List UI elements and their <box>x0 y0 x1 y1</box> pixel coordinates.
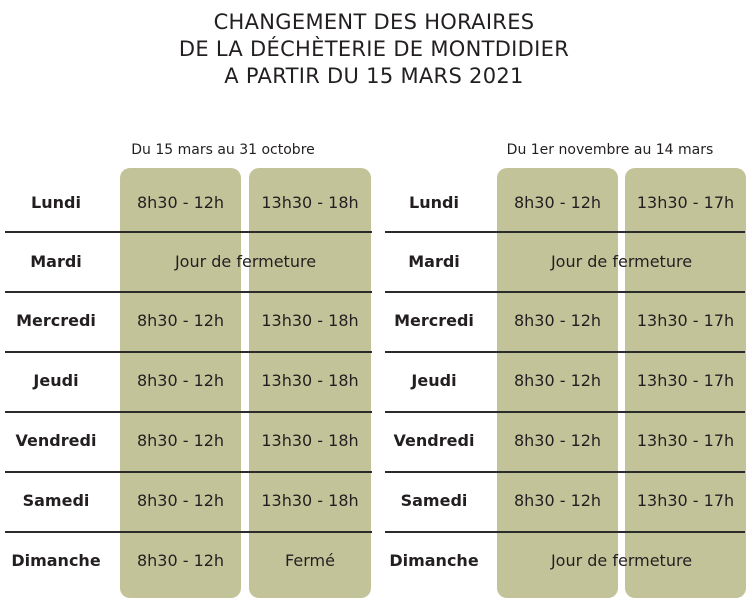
winter-period-label: Du 1er novembre au 14 mars <box>506 142 714 158</box>
summer-day-label: Jeudi <box>33 371 79 390</box>
winter-morning-hours: 8h30 - 12h <box>513 431 602 450</box>
summer-row-divider <box>5 231 372 233</box>
summer-row-divider <box>5 411 372 413</box>
summer-day-label: Lundi <box>31 193 81 212</box>
winter-day-label: Samedi <box>400 491 468 510</box>
winter-day-label: Mercredi <box>394 311 474 330</box>
summer-morning-hours: 8h30 - 12h <box>136 311 225 330</box>
summer-morning-hours: 8h30 - 12h <box>136 491 225 510</box>
winter-afternoon-hours: 13h30 - 17h <box>636 311 735 330</box>
winter-row-divider <box>385 411 745 413</box>
winter-row-divider <box>385 471 745 473</box>
winter-closed-cell: Jour de fermeture <box>550 252 693 271</box>
summer-row-divider <box>5 531 372 533</box>
winter-morning-hours: 8h30 - 12h <box>513 311 602 330</box>
winter-afternoon-hours: 13h30 - 17h <box>636 431 735 450</box>
summer-morning-hours: 8h30 - 12h <box>136 371 225 390</box>
winter-day-label: Jeudi <box>411 371 457 390</box>
summer-afternoon-hours: 13h30 - 18h <box>261 193 359 212</box>
winter-afternoon-hours: 13h30 - 17h <box>636 193 735 212</box>
summer-afternoon-hours: Fermé <box>285 551 335 570</box>
winter-closed-cell: Jour de fermeture <box>550 551 693 570</box>
winter-day-label: Vendredi <box>393 431 475 450</box>
summer-afternoon-hours: 13h30 - 18h <box>261 491 359 510</box>
winter-afternoon-hours: 13h30 - 17h <box>636 491 735 510</box>
winter-morning-hours: 8h30 - 12h <box>513 491 602 510</box>
summer-afternoon-hours: 13h30 - 18h <box>261 431 359 450</box>
summer-afternoon-hours: 13h30 - 18h <box>261 311 359 330</box>
summer-morning-hours: 8h30 - 12h <box>136 193 225 212</box>
title-line-2: DE LA DÉCHÈTERIE DE MONTDIDIER <box>178 37 570 61</box>
winter-day-label: Dimanche <box>389 551 479 570</box>
summer-row-divider <box>5 471 372 473</box>
winter-row-divider <box>385 231 745 233</box>
summer-day-label: Mercredi <box>16 311 96 330</box>
winter-row-divider <box>385 531 745 533</box>
summer-morning-hours: 8h30 - 12h <box>136 551 225 570</box>
summer-day-label: Samedi <box>22 491 90 510</box>
summer-morning-hours: 8h30 - 12h <box>136 431 225 450</box>
summer-day-label: Dimanche <box>11 551 101 570</box>
winter-morning-hours: 8h30 - 12h <box>513 193 602 212</box>
winter-afternoon-hours: 13h30 - 17h <box>636 371 735 390</box>
summer-afternoon-hours: 13h30 - 18h <box>261 371 359 390</box>
title-line-3: A PARTIR DU 15 MARS 2021 <box>224 64 524 88</box>
summer-closed-cell: Jour de fermeture <box>174 252 317 271</box>
title-line-1: CHANGEMENT DES HORAIRES <box>213 10 535 34</box>
summer-day-label: Mardi <box>30 252 82 271</box>
winter-row-divider <box>385 291 745 293</box>
summer-day-label: Vendredi <box>15 431 97 450</box>
winter-row-divider <box>385 351 745 353</box>
winter-day-label: Mardi <box>408 252 460 271</box>
summer-row-divider <box>5 291 372 293</box>
winter-morning-hours: 8h30 - 12h <box>513 371 602 390</box>
winter-day-label: Lundi <box>409 193 459 212</box>
summer-row-divider <box>5 351 372 353</box>
summer-period-label: Du 15 mars au 31 octobre <box>131 142 315 158</box>
